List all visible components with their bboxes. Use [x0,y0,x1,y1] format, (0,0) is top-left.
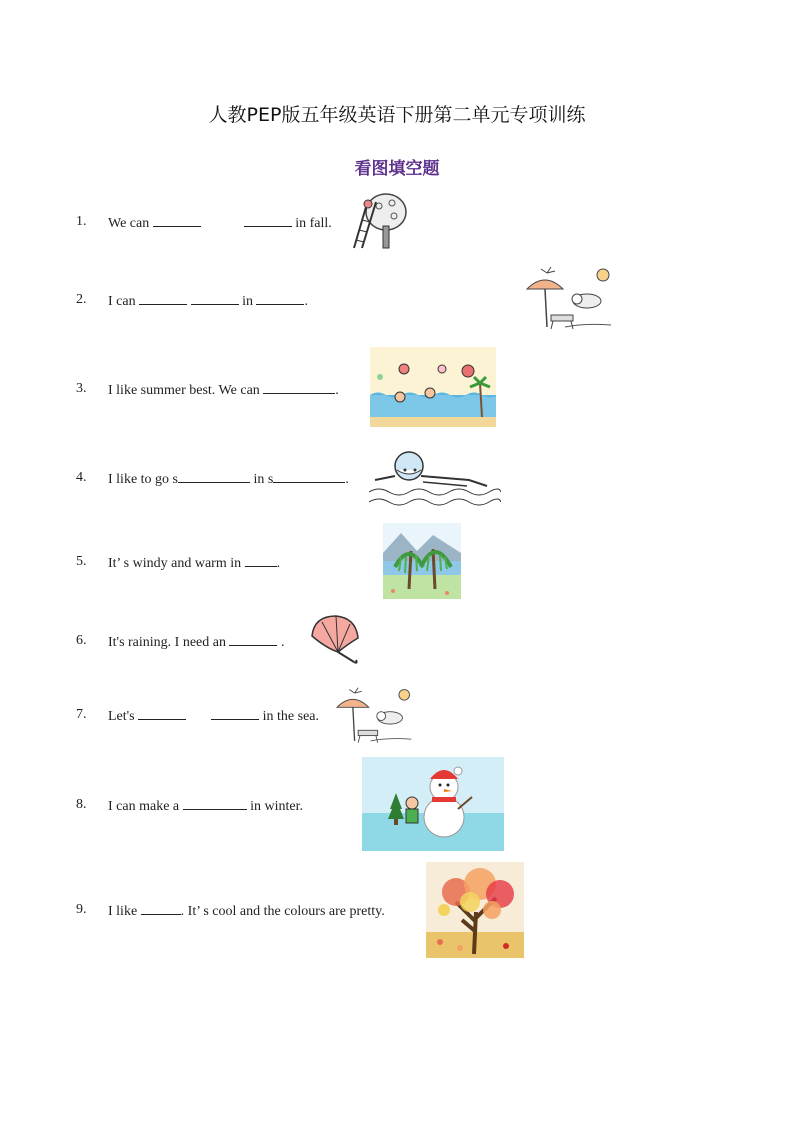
question-number: 8. [76,797,87,812]
question-text: It's raining. I need an . [108,635,285,650]
answer-blank[interactable] [178,470,250,483]
answer-blank[interactable] [273,470,345,483]
answer-blank[interactable] [141,902,181,915]
answer-blank[interactable] [183,797,247,810]
question-number: 9. [76,902,87,917]
question-text: I like . It’ s cool and the colours are pretty. [108,904,385,919]
question-number: 3. [76,381,87,396]
beach-sunbathing-image [525,265,615,335]
spring-willow-image [383,523,461,599]
answer-blank[interactable] [191,292,239,305]
answer-blank[interactable] [256,292,304,305]
question-text: I can make a in winter. [108,799,304,814]
section-title: 看图填空题 [354,159,440,179]
autumn-tree-image [426,862,524,958]
page-title: 人教PEP版五年级英语下册第二单元专项训练 [208,104,586,126]
question-text: I like to go s in s . [108,472,349,487]
answer-blank[interactable] [229,633,277,646]
question-number: 6. [76,633,87,648]
answer-blank[interactable] [244,214,292,227]
answer-blank[interactable] [139,292,187,305]
question-number: 1. [76,214,87,229]
question-text: Let's in the sea. [108,709,320,724]
tree-ladder-image [346,192,408,250]
answer-blank[interactable] [138,707,186,720]
girl-swimming-image [369,446,501,516]
answer-blank[interactable] [263,381,335,394]
question-text: It’ s windy and warm in . [108,556,281,571]
snowman-image [362,757,504,851]
question-2 [0,292,794,316]
question-number: 2. [76,292,87,307]
question-text: I like summer best. We can . [108,383,339,398]
beach-sunbathing-image [333,686,417,748]
answer-blank[interactable] [245,554,277,567]
question-6 [0,633,794,657]
question-number: 4. [76,470,87,485]
question-text: We can in fall. [108,216,332,231]
question-number: 7. [76,707,87,722]
children-swimming-image [370,347,496,427]
question-number: 5. [76,554,87,569]
answer-blank[interactable] [153,214,201,227]
answer-blank[interactable] [211,707,259,720]
question-9 [0,902,794,926]
umbrella-image [308,614,364,666]
question-text: I can in . [108,294,308,309]
